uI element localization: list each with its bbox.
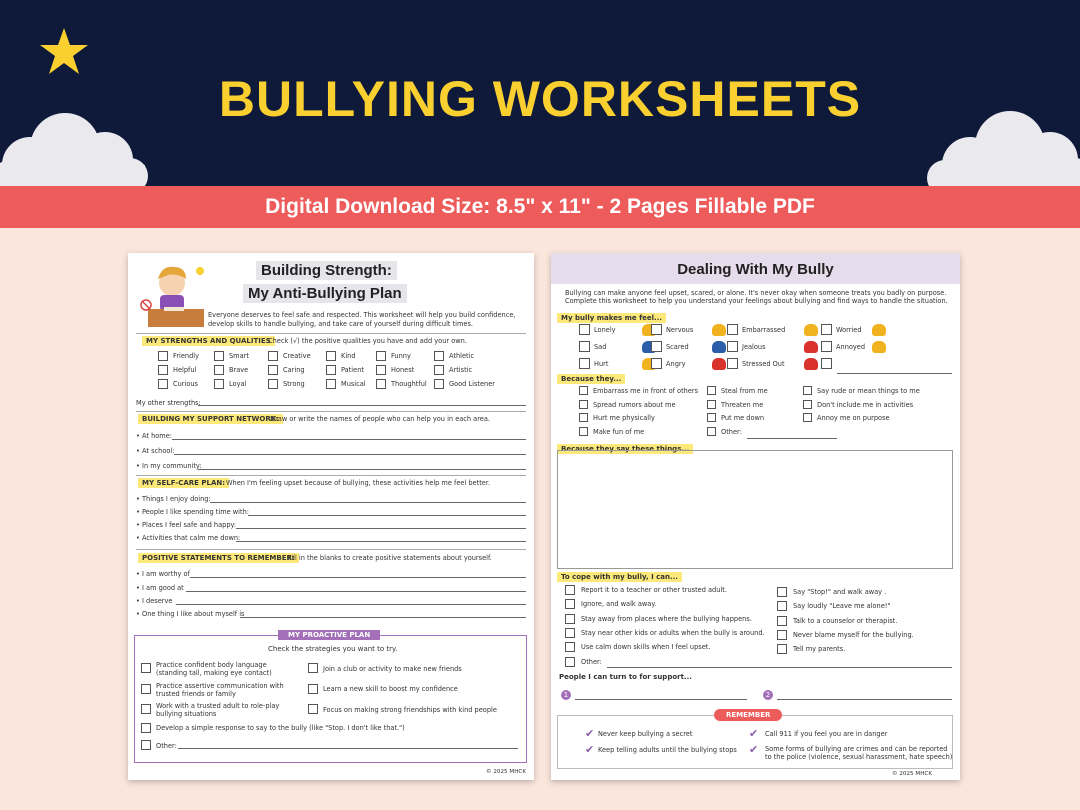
other-strengths-label: My other strengths: (136, 399, 201, 407)
feeling-checkbox[interactable] (579, 324, 590, 335)
section-heading: Because they say these things... (557, 444, 693, 454)
because-label: Embarrass me in front of others (593, 387, 699, 395)
worksheet-page-1: Building Strength: My Anti-Bullying Plan Everyone deserves to feel safe and respected. This worksheet will help you build confidence, develop skills to handle bullying, and take care of yourself during difficult times. MY STRENGTHS AND QUALITIES Check (√) the positive qualities you have and add your own. My other strengths: BUILDING MY SUPPORT NETWORK: Draw or write the names of people who can help you in each area. • At home: • At school: • In my community: MY SELF-CARE PLAN: When I'm feeling upset because of bullying, these activities help me feel better. • Things I enjoy doing: • People I like spending time with: • Places I feel safe and happy: • Activities that calm me down: POSITIVE STATEMENTS TO REMEMBER: Fill in the blanks to create positive statements about yourself. • I am worthy of • I am good at • I deserve • One thing I like about myself is MY PROACTIVE PLAN Check the strategies you want to try. Practice confident body language (standing tall, making eye contact) Practice assertive communication with trusted friends or family Work with a trusted adult to role-play bullying situations Join a club or activity to make new friends Learn a new skill to boost my confidence Focus on making strong friendships with kind people Develop a simple response to say to the bully (like "Stop. I don't like that.") Other: © 2025 MHCK Friendly Smart Creative Kind Funny Athletic Helpful Brave Caring Patient Honest Artistic Curious Loyal Strong Musical Thoughtful Good Listener (128, 253, 534, 780)
feeling-label: Sad (594, 343, 607, 351)
strategy-label: Learn a new skill to boost my confidence (323, 685, 458, 693)
support-input[interactable] (575, 699, 747, 700)
because-checkbox[interactable] (803, 400, 812, 409)
feeling-checkbox[interactable] (821, 341, 832, 352)
header-banner (0, 0, 1080, 188)
boy-illustration-icon (138, 261, 210, 329)
feeling-checkbox[interactable] (727, 324, 738, 335)
feeling-label: Nervous (666, 326, 694, 334)
quality-label: Athletic (449, 352, 475, 360)
worksheet-page-2 (551, 253, 960, 780)
support-number: 2 (763, 690, 773, 700)
strategy-label: trusted friends or family (156, 690, 236, 698)
cope-other-input[interactable] (607, 667, 952, 668)
feeling-checkbox[interactable] (727, 341, 738, 352)
strategy-checkbox[interactable] (141, 723, 151, 733)
cope-label: Other: (581, 657, 602, 666)
quality-checkbox[interactable] (158, 365, 168, 375)
copyright: © 2025 MHCK (486, 769, 526, 775)
strategy-checkbox[interactable] (141, 740, 151, 750)
support-heading: People I can turn to for support... (559, 673, 692, 681)
quality-checkbox[interactable] (158, 351, 168, 361)
bully-monster-icon (872, 324, 886, 336)
bully-monster-icon (712, 341, 726, 353)
section-heading: To cope with my bully, I can... (557, 572, 682, 582)
quality-label: Friendly (173, 352, 200, 360)
positive-input[interactable] (186, 591, 526, 592)
quality-label: Patient (341, 366, 364, 374)
page-title: BULLYING WORKSHEETS (218, 71, 862, 127)
say-text-area[interactable] (557, 450, 953, 569)
because-label: Put me down (721, 414, 765, 422)
cope-label: Stay near other kids or adults when the bully is around. (581, 628, 765, 637)
strategy-checkbox[interactable] (308, 663, 318, 673)
support-label: At home: (142, 432, 172, 440)
quality-checkbox[interactable] (434, 351, 444, 361)
check-icon: ✔ (749, 743, 759, 756)
selfcare-input[interactable] (236, 528, 526, 529)
feeling-other-input[interactable] (837, 373, 952, 374)
proactive-heading: MY PROACTIVE PLAN (278, 630, 380, 640)
because-checkbox[interactable] (707, 413, 716, 422)
quality-label: Artistic (449, 366, 473, 374)
bully-monster-icon (712, 324, 726, 336)
strategy-label: bullying situations (156, 710, 217, 718)
quality-checkbox[interactable] (326, 379, 336, 389)
strategy-label: Practice assertive communication with (156, 682, 284, 690)
proactive-plan-box (134, 635, 527, 763)
positive-label: I deserve (142, 597, 173, 605)
quality-checkbox[interactable] (158, 379, 168, 389)
cope-checkbox[interactable] (565, 657, 575, 667)
quality-checkbox[interactable] (376, 379, 386, 389)
cope-label: Stay away from places where the bullying happens. (581, 614, 752, 623)
subtitle-bar: Digital Download Size: 8.5" x 11" - 2 Pages Fillable PDF (0, 186, 1080, 228)
quality-label: Curious (173, 380, 198, 388)
because-label: Other: (721, 427, 742, 436)
section-heading: BUILDING MY SUPPORT NETWORK: (138, 414, 283, 424)
cope-label: Ignore, and walk away. (581, 600, 657, 609)
selfcare-label: Activities that calm me down: (142, 534, 241, 542)
because-checkbox[interactable] (579, 427, 588, 436)
section-note: Fill in the blanks to create positive statements about yourself. (288, 554, 492, 562)
support-input[interactable] (172, 439, 526, 440)
cope-label: Talk to a counselor or therapist. (793, 616, 898, 625)
feeling-checkbox[interactable] (821, 324, 832, 335)
section-heading: MY SELF-CARE PLAN: (138, 478, 229, 488)
remember-item: Some forms of bullying are crimes and can be reported (765, 745, 948, 753)
because-label: Steal from me (721, 387, 768, 395)
remember-item: Call 911 if you feel you are in danger (765, 730, 888, 738)
because-other-input[interactable] (747, 438, 837, 439)
because-checkbox[interactable] (579, 386, 588, 395)
quality-label: Honest (391, 366, 415, 374)
check-icon: ✔ (749, 727, 759, 740)
feeling-checkbox[interactable] (651, 341, 662, 352)
cope-checkbox[interactable] (565, 599, 575, 609)
quality-label: Musical (341, 380, 366, 388)
feeling-checkbox[interactable] (651, 358, 662, 369)
quality-label: Loyal (229, 380, 247, 388)
remember-heading: REMEMBER (714, 709, 782, 721)
positive-input[interactable] (190, 577, 526, 578)
because-label: Threaten me (721, 400, 764, 409)
remember-item: to the police (violence, sexual harassment, hate speech) (765, 753, 953, 761)
feeling-label: Embarrassed (742, 326, 786, 334)
check-icon: ✔ (585, 743, 595, 756)
quality-checkbox[interactable] (326, 351, 336, 361)
strategy-checkbox[interactable] (141, 704, 151, 714)
strategy-label: (standing tall, making eye contact) (156, 669, 272, 677)
quality-label: Funny (391, 352, 411, 360)
quality-label: Kind (341, 352, 356, 360)
worksheet-title-line2: My Anti-Bullying Plan (243, 284, 407, 303)
support-label: At school: (142, 447, 175, 455)
feeling-label: Scared (666, 343, 689, 351)
other-input[interactable] (178, 748, 518, 749)
bully-monster-icon (804, 341, 818, 353)
cope-checkbox[interactable] (565, 628, 575, 638)
cope-label: Tell my parents. (793, 645, 846, 654)
bully-monster-icon (712, 358, 726, 370)
because-checkbox[interactable] (579, 400, 588, 409)
intro-text: Complete this worksheet to help you understand your feelings about bullying and find ways to handle the situation. (565, 297, 948, 305)
feeling-label: Annoyed (836, 343, 866, 351)
worksheet-title-line1: Building Strength: (256, 261, 397, 280)
feeling-checkbox[interactable] (579, 358, 590, 369)
quality-label: Smart (229, 352, 249, 360)
because-checkbox[interactable] (803, 386, 812, 395)
because-label: Spread rumors about me (593, 400, 676, 409)
quality-checkbox[interactable] (434, 365, 444, 375)
because-checkbox[interactable] (707, 427, 716, 436)
cope-checkbox[interactable] (777, 587, 787, 597)
intro-text: Everyone deserves to feel safe and respected. This worksheet will help you build confidence, (208, 311, 516, 319)
feeling-checkbox[interactable] (821, 358, 832, 369)
section-note: Draw or write the names of people who can help you in each area. (270, 415, 490, 423)
support-number: 1 (561, 690, 571, 700)
cope-checkbox[interactable] (777, 601, 787, 611)
other-strengths-input[interactable] (198, 405, 526, 406)
bully-monster-icon (804, 358, 818, 370)
positive-input[interactable] (176, 604, 526, 605)
because-label: Say rude or mean things to me (817, 387, 920, 395)
because-checkbox[interactable] (707, 400, 716, 409)
positive-label: One thing I like about myself is (142, 610, 245, 618)
quality-checkbox[interactable] (214, 379, 224, 389)
feeling-checkbox[interactable] (727, 358, 738, 369)
quality-checkbox[interactable] (326, 365, 336, 375)
feeling-label: Lonely (594, 326, 616, 334)
positive-label: I am good at (142, 584, 184, 592)
section-heading: MY STRENGTHS AND QUALITIES (142, 336, 275, 346)
section-heading: My bully makes me feel... (557, 313, 666, 323)
quality-checkbox[interactable] (268, 351, 278, 361)
strategy-label: Practice confident body language (156, 661, 267, 669)
support-input[interactable] (777, 699, 952, 700)
remember-item: Never keep bullying a secret (598, 730, 693, 738)
section-heading: Because they... (557, 374, 625, 384)
because-label: Make fun of me (593, 427, 645, 436)
feeling-label: Worried (836, 326, 862, 334)
because-label: Annoy me on purpose (817, 414, 890, 422)
cope-checkbox[interactable] (565, 585, 575, 595)
cope-checkbox[interactable] (565, 642, 575, 652)
quality-checkbox[interactable] (214, 365, 224, 375)
strategy-label: Join a club or activity to make new friends (323, 665, 462, 673)
positive-label: I am worthy of (142, 570, 190, 578)
intro-text: develop skills to handle bullying, and take care of yourself during difficult times. (208, 320, 474, 328)
section-note: Check (√) the positive qualities you have and add your own. (268, 337, 467, 345)
quality-checkbox[interactable] (376, 365, 386, 375)
cope-label: Never blame myself for the bullying. (793, 630, 914, 639)
because-label: Hurt me physically (593, 414, 655, 422)
bully-monster-icon (804, 324, 818, 336)
remember-item: Keep telling adults until the bullying stops (598, 746, 737, 754)
strategy-label: Work with a trusted adult to role-play (156, 702, 280, 710)
quality-label: Strong (283, 380, 305, 388)
strategy-checkbox[interactable] (308, 684, 318, 694)
selfcare-label: Places I feel safe and happy: (142, 521, 237, 529)
quality-label: Thoughtful (391, 380, 427, 388)
quality-label: Helpful (173, 366, 197, 374)
cope-label: Say "Stop!" and walk away . (793, 588, 887, 596)
quality-checkbox[interactable] (268, 379, 278, 389)
check-icon: ✔ (585, 727, 595, 740)
quality-label: Brave (229, 366, 249, 374)
bully-monster-icon (872, 341, 886, 353)
cope-checkbox[interactable] (565, 614, 575, 624)
worksheet-title: Dealing With My Bully (677, 261, 834, 278)
strategy-checkbox[interactable] (308, 704, 318, 714)
selfcare-input[interactable] (210, 502, 526, 503)
selfcare-label: Things I enjoy doing: (142, 495, 211, 503)
strategy-checkbox[interactable] (141, 663, 151, 673)
selfcare-input[interactable] (248, 515, 526, 516)
strategy-checkbox[interactable] (141, 684, 151, 694)
cope-checkbox[interactable] (777, 630, 787, 640)
quality-checkbox[interactable] (268, 365, 278, 375)
cope-label: Say loudly "Leave me alone!" (793, 602, 891, 611)
quality-checkbox[interactable] (434, 379, 444, 389)
quality-label: Good Listener (449, 380, 495, 388)
cope-checkbox[interactable] (777, 616, 787, 626)
quality-label: Creative (283, 352, 311, 360)
proactive-note: Check the strategies you want to try. (268, 645, 398, 653)
feeling-label: Angry (666, 360, 686, 368)
copyright: © 2025 MHCK (892, 771, 932, 777)
strategy-label: Develop a simple response to say to the bully (like "Stop. I don't like that.") (156, 724, 405, 732)
quality-checkbox[interactable] (214, 351, 224, 361)
quality-label: Caring (283, 366, 305, 374)
support-label: In my community: (142, 462, 202, 470)
because-checkbox[interactable] (579, 413, 588, 422)
selfcare-label: People I like spending time with: (142, 508, 249, 516)
quality-checkbox[interactable] (376, 351, 386, 361)
cope-checkbox[interactable] (777, 644, 787, 654)
section-heading: POSITIVE STATEMENTS TO REMEMBER: (138, 553, 299, 563)
feeling-checkbox[interactable] (651, 324, 662, 335)
because-label: Don't include me in activities (817, 400, 914, 409)
cope-label: Report it to a teacher or other trusted adult. (581, 586, 727, 594)
feeling-label: Hurt (594, 360, 609, 368)
feeling-checkbox[interactable] (579, 341, 590, 352)
support-input[interactable] (198, 469, 526, 470)
feeling-label: Jealous (742, 343, 766, 351)
other-label: Other: (156, 742, 177, 750)
cope-label: Use calm down skills when I feel upset. (581, 643, 711, 652)
intro-text: Bullying can make anyone feel upset, scared, or alone. It's never okay when someone treats you badly on purpose. (565, 289, 947, 297)
strategy-label: Focus on making strong friendships with kind people (323, 706, 497, 714)
feeling-label: Stressed Out (742, 360, 785, 368)
positive-input[interactable] (240, 617, 526, 618)
support-input[interactable] (174, 454, 526, 455)
section-note: When I'm feeling upset because of bullying, these activities help me feel better. (226, 479, 491, 487)
because-checkbox[interactable] (803, 413, 812, 422)
selfcare-input[interactable] (236, 541, 526, 542)
because-checkbox[interactable] (707, 386, 716, 395)
